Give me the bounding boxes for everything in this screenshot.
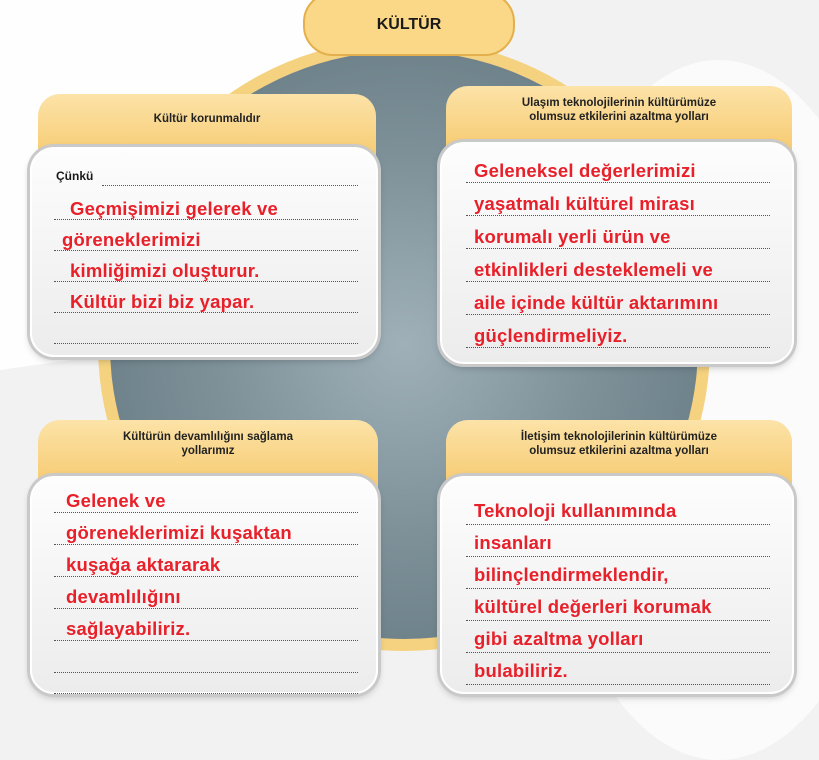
heading: Kültür korunmalıdır bbox=[153, 113, 261, 125]
heading-line: olumsuz etkilerini azaltma yolları bbox=[529, 111, 709, 123]
answer-text: etkinlikleri desteklemeli ve bbox=[474, 259, 714, 280]
answer-text: kimliğimizi oluşturur. bbox=[70, 260, 260, 281]
card-culture-protected bbox=[30, 147, 378, 357]
answer-text: insanları bbox=[474, 532, 552, 553]
heading-line: Kültürün devamlılığını sağlama bbox=[123, 431, 293, 443]
answer-text: Kültür bizi biz yapar. bbox=[70, 291, 255, 312]
answer-text: güçlendirmeliyiz. bbox=[474, 325, 628, 346]
card-transport-tech bbox=[440, 142, 794, 364]
answer-text: sağlayabiliriz. bbox=[66, 618, 191, 639]
answer-line bbox=[54, 313, 358, 344]
heading-line: İletişim teknolojilerinin kültürümüze bbox=[520, 431, 718, 443]
answer-text: gibi azaltma yolları bbox=[474, 628, 644, 649]
card-culture-continuity bbox=[30, 476, 378, 694]
answer-text: Geçmişimizi gelerek ve bbox=[70, 198, 279, 219]
answer-text: korumalı yerli ürün ve bbox=[474, 226, 671, 247]
answer-text: göreneklerimizi bbox=[62, 229, 201, 250]
answer-text: göreneklerimizi kuşaktan bbox=[66, 522, 292, 543]
answer-text: kuşağa aktararak bbox=[66, 554, 221, 575]
card-communication-tech bbox=[440, 476, 794, 694]
heading-line: yollarımız bbox=[181, 445, 235, 457]
answer-text: aile içinde kültür aktarımını bbox=[474, 292, 719, 313]
answer-line bbox=[54, 674, 358, 694]
answer-line bbox=[102, 155, 358, 186]
heading-line: olumsuz etkilerini azaltma yolları bbox=[529, 445, 709, 457]
diagram-title: KÜLTÜR bbox=[303, 0, 515, 56]
answer-text: Geleneksel değerlerimizi bbox=[474, 160, 696, 181]
answer-text: bilinçlendirmeklendir, bbox=[474, 564, 669, 585]
answer-text: Teknoloji kullanımında bbox=[474, 500, 677, 521]
answer-text: Gelenek ve bbox=[66, 490, 166, 511]
answer-text: bulabiliriz. bbox=[474, 660, 568, 681]
answer-line bbox=[54, 642, 358, 673]
answer-text: devamlılığını bbox=[66, 586, 181, 607]
answer-text: yaşatmalı kültürel mirası bbox=[474, 193, 695, 214]
heading-line: Ulaşım teknolojilerinin kültürümüze bbox=[521, 97, 717, 109]
answer-text: kültürel değerleri korumak bbox=[474, 596, 712, 617]
because-label: Çünkü bbox=[56, 169, 94, 183]
